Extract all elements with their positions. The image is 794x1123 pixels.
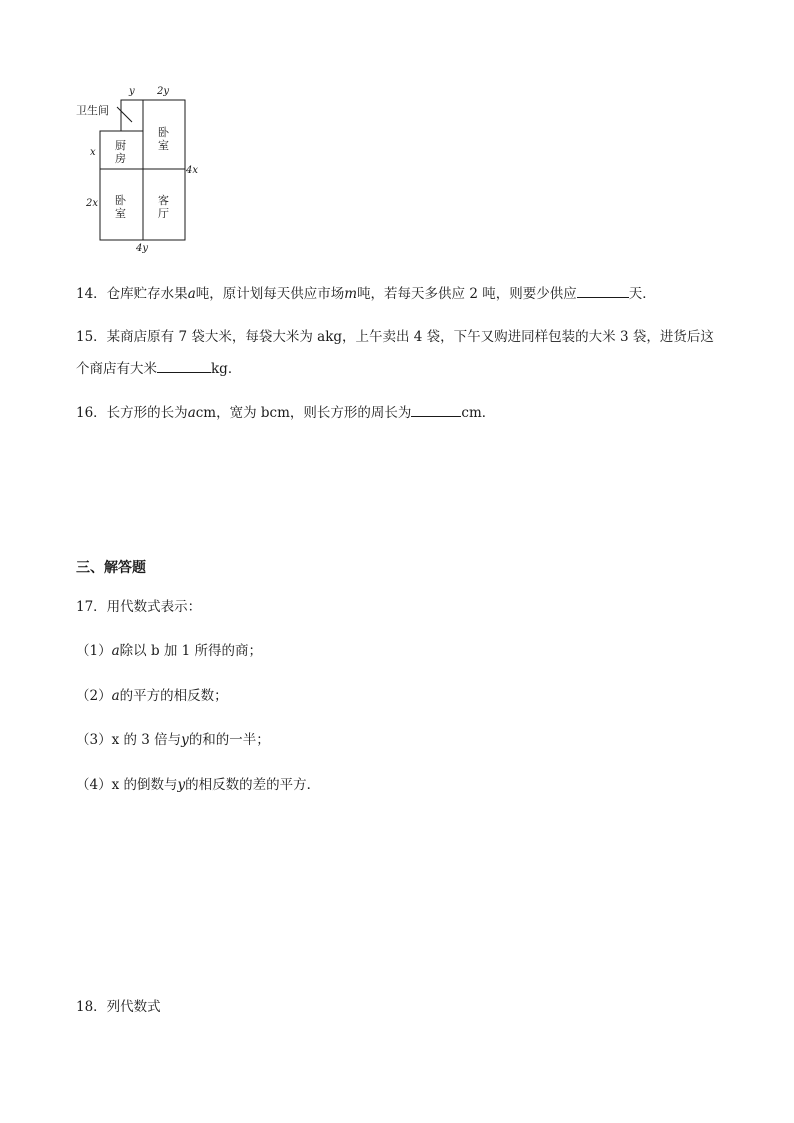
q14-prefix: 14．仓库贮存水果: [76, 286, 188, 302]
dim-label-2y: 2y: [157, 86, 170, 97]
question-17-item-4: [76, 776, 320, 794]
q17-item1-text: 除以 b 加 1 所得的商；: [119, 643, 263, 659]
q17-item2-prefix: （2）: [76, 688, 112, 704]
q14-suffix: 天．: [628, 286, 656, 302]
dim-label-4x: 4x: [186, 165, 199, 176]
q16-mid: cm，宽为 bcm，则长方形的周长为: [195, 405, 412, 421]
q17-item3-text: 的和的一半；: [188, 732, 270, 748]
q17-item1-var: a: [111, 643, 120, 659]
dim-label-2x: 2x: [86, 198, 99, 209]
room-label-bedroom-bottom-2: 室: [115, 207, 126, 220]
section-3-heading: 三、解答题: [76, 560, 146, 576]
q15-answer-blank[interactable]: [157, 358, 211, 373]
q17-item2-var: a: [111, 688, 120, 704]
q14-var-a: a: [187, 286, 196, 302]
dim-label-x: x: [90, 147, 96, 158]
dim-label-y: y: [129, 86, 135, 97]
question-18-title: 18．列代数式: [76, 999, 161, 1015]
room-label-kitchen-2: 房: [115, 152, 126, 165]
room-label-living-2: 厅: [158, 207, 169, 220]
q14-var-m: m: [344, 286, 358, 302]
floor-plan-walls: [100, 100, 185, 240]
question-15-line2: [76, 358, 241, 378]
q17-item4-var: y: [177, 777, 186, 793]
q15-line1: 15．某商店原有 7 袋大米，每袋大米为 akg，上午卖出 4 袋，下午又购进同样包装的大米 3 袋，进货后这: [76, 329, 714, 345]
question-17-item-2: [76, 687, 228, 705]
room-label-bedroom-bottom-1: 卧: [115, 194, 126, 207]
q15-line2-prefix: 个商店有大米: [76, 361, 157, 377]
dim-label-4y: 4y: [136, 243, 149, 254]
room-label-kitchen-1: 厨: [115, 139, 126, 152]
room-label-living-1: 客: [158, 194, 169, 207]
q14-answer-blank[interactable]: [577, 283, 629, 298]
room-label-bedroom-top-1: 卧: [158, 126, 169, 139]
q17-item4-prefix: （4）x 的倒数与: [76, 777, 178, 793]
question-14: [76, 283, 656, 303]
q17-item3-var: y: [181, 732, 189, 748]
q16-answer-blank[interactable]: [411, 402, 461, 417]
question-15-line1: [76, 328, 714, 346]
q14-mid2: 吨，若每天多供应 2 吨，则要少供应: [357, 286, 577, 302]
q14-mid1: 吨，原计划每天供应市场: [195, 286, 345, 302]
q16-suffix: cm．: [461, 405, 496, 421]
question-16: [76, 402, 495, 422]
q17-item3-prefix: （3）x 的 3 倍与: [76, 732, 182, 748]
question-17-item-3: [76, 731, 270, 749]
question-17-item-1: [76, 642, 262, 660]
room-label-bedroom-top-2: 室: [158, 139, 169, 152]
q17-item1-prefix: （1）: [76, 643, 112, 659]
question-17-title: 17．用代数式表示：: [76, 599, 202, 615]
floor-plan-figure: [70, 80, 220, 260]
room-label-bathroom: 卫生间: [76, 104, 109, 117]
q16-var-a: a: [187, 405, 196, 421]
q16-prefix: 16．长方形的长为: [76, 405, 188, 421]
q17-item2-text: 的平方的相反数；: [119, 688, 228, 704]
q17-item4-text: 的相反数的差的平方．: [185, 777, 321, 793]
q15-line2-suffix: kg．: [211, 361, 242, 377]
